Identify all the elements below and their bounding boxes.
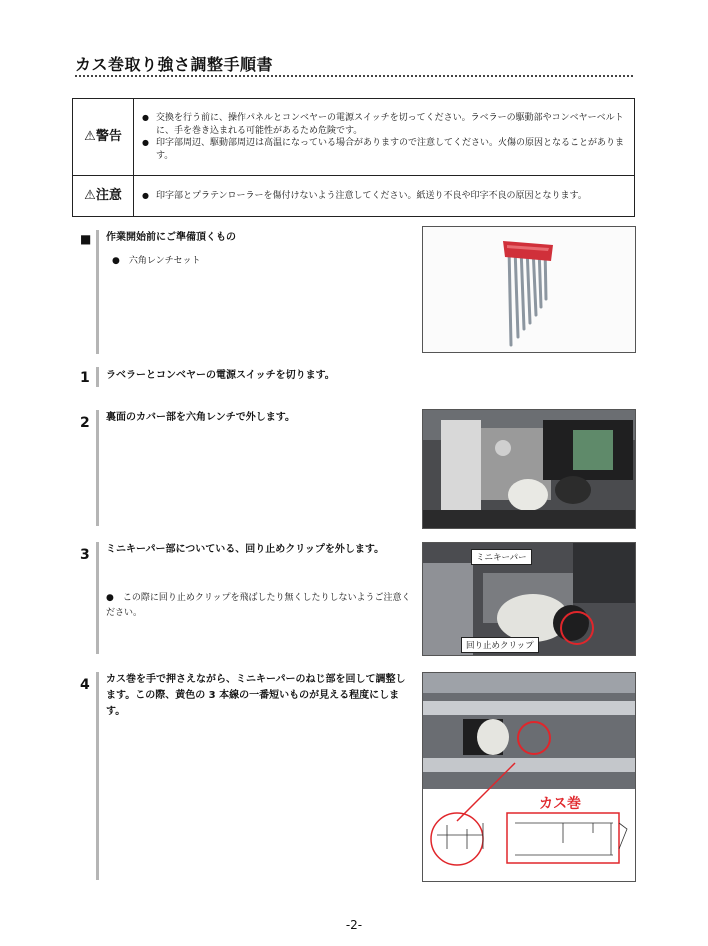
prep-item (112, 254, 200, 269)
caution-triangle-icon: ⚠ (84, 187, 96, 203)
caution-row (73, 176, 635, 217)
caution-label-cell (73, 176, 134, 217)
prep-marker: ■ (80, 232, 92, 246)
step-3-bar (96, 542, 99, 654)
step-1-text: ラベラーとコンベヤーの電源スイッチを切ります。 (106, 370, 335, 381)
adjust-photo (422, 672, 636, 882)
machine-cover-image (423, 410, 635, 528)
step-3-note: ● この際に回り止めクリップを飛ばしたり無くしたりしないようご注意ください。 (106, 593, 411, 618)
warning-row (73, 99, 635, 176)
step-2-bar (96, 410, 99, 526)
warning-triangle-icon: ⚠ (84, 128, 96, 144)
hex-wrench-set-icon (423, 227, 635, 352)
warning-item: ● 交換を行う前に、操作パネルとコンベヤーの電源スイッチを切ってください。ラベラーの駆動部やコンベヤーベルトに、手を巻き込まれる可能性があるため危険です。 (140, 112, 628, 137)
safety-table (72, 98, 635, 217)
step-4-bar (96, 672, 99, 880)
warning-label: 警告 (95, 128, 122, 144)
prep-item-label: 六角レンチセット (128, 256, 201, 266)
step-4-text: カス巻を手で押さえながら、ミニキーパーのねじ部を回して調整します。この際、黄色の 3 本線の一番短いものが見える程度にします。 (106, 674, 406, 717)
step-2-number: 2 (80, 415, 90, 431)
document-title: カス巻取り強さ調整手順書 (75, 55, 274, 74)
clip-photo (422, 542, 636, 656)
cover-removal-photo (422, 409, 636, 529)
warning-item: ● 印字部周辺、駆動部周辺は高温になっている場合がありますので注意してください。火傷の原因となることがあります。 (140, 137, 628, 162)
title-divider (75, 75, 633, 77)
caution-body (134, 176, 635, 217)
warning-label-cell (73, 99, 134, 176)
caution-label: 注意 (95, 187, 122, 203)
step-1-number: 1 (80, 370, 90, 386)
adjustment-image (423, 673, 635, 881)
step-4-number: 4 (80, 677, 90, 693)
step-3-text: ミニキーパー部についている、回り止めクリップを外します。 (106, 544, 385, 555)
prep-bar (96, 230, 99, 354)
warning-body (134, 99, 635, 176)
prep-heading: 作業開始前にご準備頂くもの (106, 232, 236, 243)
page-number: -2- (345, 918, 363, 932)
clip-callout: 回り止めクリップ (461, 637, 539, 653)
caution-item: ● 印字部とプラテンローラーを傷付けないよう注意してください。紙送り不良や印字不良の原因となります。 (140, 190, 628, 203)
mini-keeper-callout: ミニキーパー (471, 549, 532, 565)
step-2-text: 裏面のカバー部を六角レンチで外します。 (106, 412, 295, 423)
step-3-number: 3 (80, 547, 90, 563)
hex-wrench-photo (422, 226, 636, 353)
step-1-bar (96, 367, 99, 387)
kasu-maki-callout: カス巻 (539, 796, 581, 812)
prep-bullet: ● (112, 256, 120, 266)
